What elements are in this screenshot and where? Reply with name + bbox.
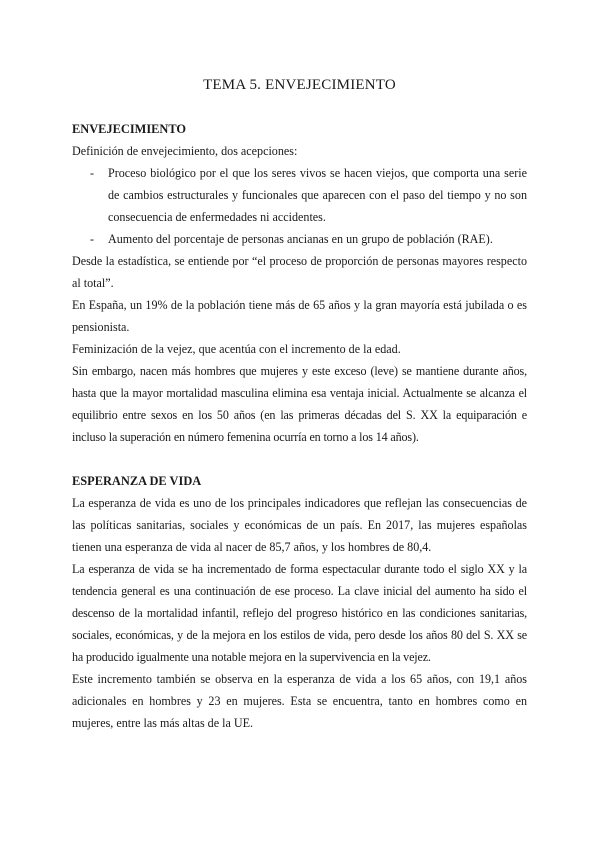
list-item — [72, 228, 527, 250]
paragraph-intro: Definición de envejecimiento, dos acepciones: — [72, 144, 298, 158]
paragraph: Feminización de la vejez, que acentúa con el incremento de la edad. — [72, 342, 401, 356]
dash-marker: - — [90, 166, 95, 180]
section-heading: ESPERANZA DE VIDA — [72, 474, 202, 488]
section-esperanza-de-vida — [72, 470, 527, 734]
section-envejecimiento — [72, 118, 527, 448]
paragraph: La esperanza de vida es uno de los principales indicadores que reflejan las consecuencias de las políticas sanitarias, sociales y económicas de un país. En 2017, las mujeres españolas tienen una esperanza de vida al nacer de 85,7 años, y los hombres de 80,4. — [72, 496, 527, 554]
list-item-text: Proceso biológico por el que los seres vivos se hacen viejos, que comporta una serie de cambios estructurales y funcionales que aparecen con el paso del tiempo y no son consecuencia de enfermedades ni accidentes. — [108, 166, 527, 224]
dash-marker: - — [90, 232, 95, 246]
paragraph: Este incremento también se observa en la esperanza de vida a los 65 años, con 19,1 años adicionales en hombres y 23 en mujeres. Esta se encuentra, tanto en hombres como en mujeres, entre las más altas de la UE. — [72, 672, 527, 730]
list-item-text: Aumento del porcentaje de personas ancianas en un grupo de población (RAE). — [108, 232, 493, 246]
paragraph: Desde la estadística, se entiende por “el proceso de proporción de personas mayores respecto al total”. — [72, 254, 527, 290]
document-title: TEMA 5. ENVEJECIMIENTO — [203, 77, 396, 93]
paragraph: La esperanza de vida se ha incrementado de forma espectacular durante todo el siglo XX y la tendencia general es una continuación de ese proceso. La clave inicial del aumento ha sido el descenso de la mortalidad infantil, reflejo del progreso histórico en las condiciones sanitarias, sociales, económicas, y de la mejora en los estilos de vida, pero desde los años 80 del S. XX se ha producido igualmente una notable mejora en la supervivencia en la vejez. — [72, 562, 527, 664]
list-item — [72, 162, 527, 228]
definition-list — [72, 162, 527, 250]
paragraph: Sin embargo, nacen más hombres que mujeres y este exceso (leve) se mantiene durante años, hasta que la mayor mortalidad masculina elimina esa ventaja inicial. Actualmente se alcanza el equilibrio entre sexos en los 50 años (en las primeras décadas del S. XX la equiparación e incluso la superación en número femenina ocurría en torno a los 14 años). — [72, 364, 527, 444]
paragraph: En España, un 19% de la población tiene más de 65 años y la gran mayoría está jubilada o es pensionista. — [72, 298, 527, 334]
section-heading: ENVEJECIMIENTO — [72, 122, 187, 136]
